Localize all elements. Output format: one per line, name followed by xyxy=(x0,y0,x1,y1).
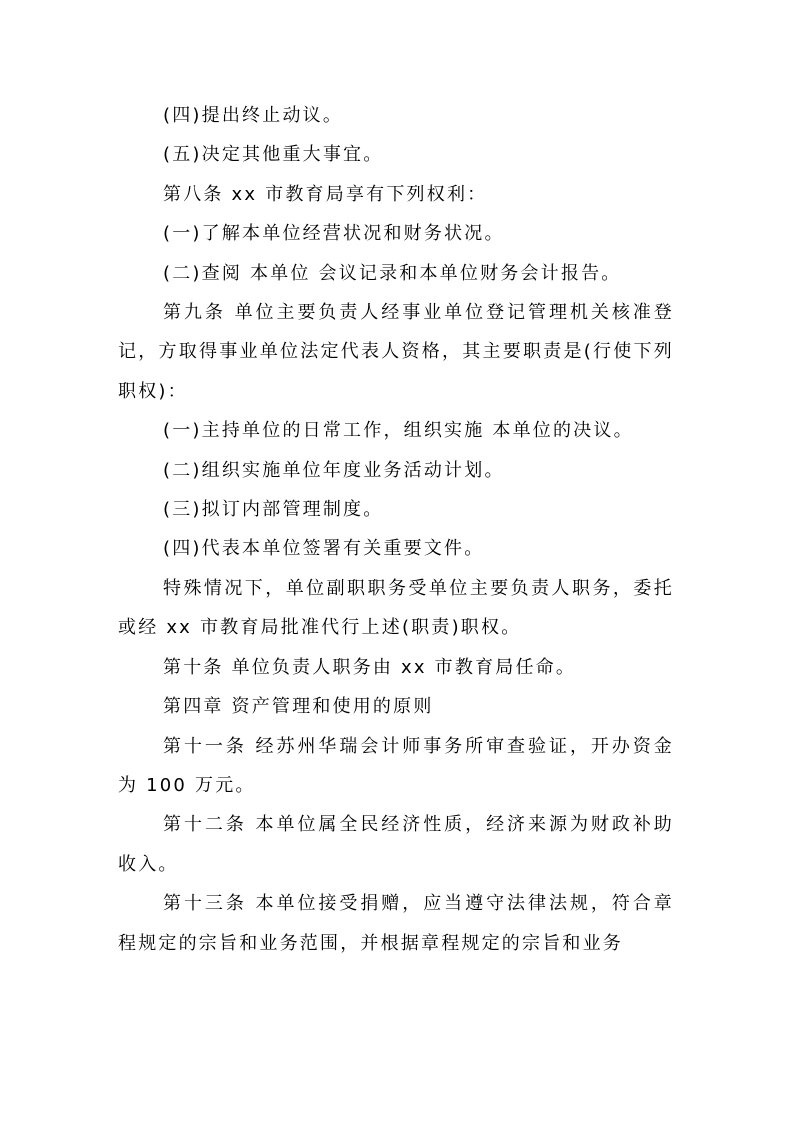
article-8-item-2: (二)查阅 本单位 会议记录和本单位财务会计报告。 xyxy=(163,262,622,284)
article-12-text: 第十二条 本单位属全民经济性质，经济来源为财政补助收入。 xyxy=(118,814,674,875)
article-9-item-1: (一)主持单位的日常工作，组织实施 本单位的决议。 xyxy=(163,420,634,442)
document-body xyxy=(118,96,674,963)
article-9-item-4: (四)代表本单位签署有关重要文件。 xyxy=(163,538,485,560)
article-8-item-1: (一)了解本单位经营状况和财务状况。 xyxy=(163,223,505,245)
article-9-item-3: (三)拟订内部管理制度。 xyxy=(163,499,384,521)
special-circumstances-text: 特殊情况下，单位副职职务受单位主要负责人职务，委托或经 xx 市教育局批准代行上述(职责)职权。 xyxy=(118,577,674,639)
article-9-item-2: (二)组织实施单位年度业务活动计划。 xyxy=(163,459,505,481)
article-13-text: 第十三条 本单位接受捐赠，应当遵守法律法规，符合章程规定的宗旨和业务范围，并根据章程规定的宗旨和业务 xyxy=(118,893,674,954)
article-10-text: 第十条 单位负责人职务由 xx 市教育局任命。 xyxy=(163,656,577,678)
article-9-text: 第九条 单位主要负责人经事业单位登记管理机关核准登记，方取得事业单位法定代表人资格，其主要职责是(行使下列职权)： xyxy=(118,302,674,402)
chapter-4-heading: 第四章 资产管理和使用的原则 xyxy=(163,696,434,718)
article-8-heading: 第八条 xx 市教育局享有下列权利： xyxy=(163,183,488,205)
article-11-text: 第十一条 经苏州华瑞会计师事务所审查验证，开办资金为 100 万元。 xyxy=(118,735,674,796)
paragraph-5-other-matters: (五)决定其他重大事宜。 xyxy=(163,144,384,166)
paragraph-4-propose-termination: (四)提出终止动议。 xyxy=(163,105,344,126)
